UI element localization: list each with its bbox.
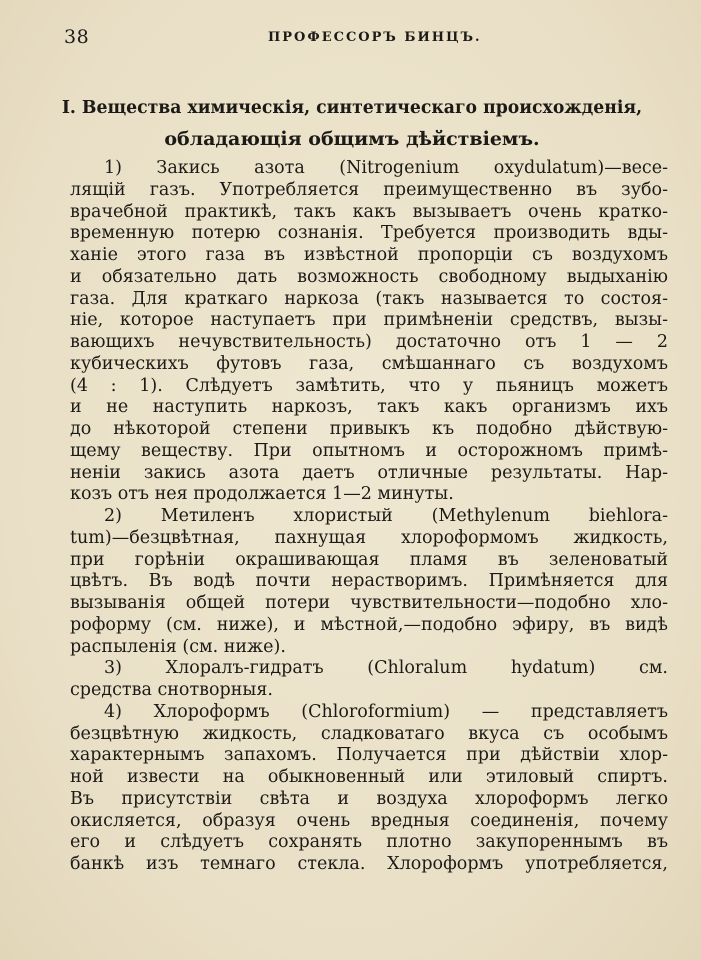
text-line: вающихъ нечувствительность) достаточно отъ 1 — 2 — [70, 332, 668, 352]
text-line: неніи закись азота даетъ отличные результаты. Нар- — [70, 462, 668, 483]
text-line: (4 : 1). Слѣдуетъ замѣтить, что у пьяницъ можетъ — [70, 375, 668, 396]
page-header — [64, 26, 637, 50]
text-line: ханіе этого газа въ извѣстной пропорціи съ воздухомъ — [70, 245, 668, 265]
text-line: лящій газъ. Употребляется преимущественно въ зубо- — [70, 179, 668, 200]
text-line: распыленія (см. ниже). — [70, 636, 286, 657]
text-line: при горѣніи окрашивающая пламя въ зеленоватый — [70, 549, 668, 570]
section-title — [60, 93, 644, 155]
text-line: характернымъ запахомъ. Получается при дѣйствіи хлор- — [70, 745, 668, 766]
text-line: его и слѣдуетъ сохранять плотно закупореннымъ въ — [70, 832, 668, 853]
text-line: газа. Для краткаго наркоза (такъ называется то состоя- — [70, 288, 668, 309]
text-line: средства снотворныя. — [70, 680, 273, 700]
text-line: 2) Метиленъ хлористый (Methylenum biehlora- — [104, 506, 668, 526]
text-line: 1) Закись азота (Nitrogenium oxydulatum)—весе- — [104, 158, 668, 178]
text-line: роформу (см. ниже), и мѣстной,—подобно эфиру, въ видѣ — [70, 614, 668, 635]
text-line: временную потерю сознанія. Требуется производить вды- — [70, 223, 668, 244]
section-title-line: I. Вещества химическія, синтетическаго происхожденія, — [61, 98, 643, 118]
text-line: ніе, которое наступаетъ при примѣненіи средствъ, вызы- — [70, 310, 668, 331]
section-title-line: обладающія общимъ дѣйствіемъ. — [164, 128, 540, 150]
text-line: козъ отъ нея продолжается 1—2 минуты. — [70, 484, 454, 505]
text-line: банкѣ изъ темнаго стекла. Хлороформъ употребляется, — [70, 854, 668, 874]
text-line: Въ присутствіи свѣта и воздуха хлороформъ легко — [70, 788, 668, 809]
text-line: ной извести на обыкновенный или этиловый спиртъ. — [70, 767, 668, 787]
text-line: и обязательно дать возможность свободному выдыханію — [70, 266, 668, 287]
text-line: кубическихъ футовъ газа, смѣшаннаго съ воздухомъ — [70, 353, 668, 374]
text-line: цвѣтъ. Въ водѣ почти нерастворимъ. Примѣняется для — [70, 571, 668, 592]
text-line: 4) Хлороформъ (Chloroformium) — представляетъ — [104, 701, 668, 722]
text-line: до нѣкоторой степени привыкъ къ подобно дѣйствую- — [70, 419, 668, 439]
text-line: 3) Хлоралъ-гидратъ (Chloralum hydatum) см. — [104, 658, 668, 679]
text-line: безцвѣтную жидкость, сладковатаго вкуса съ особымъ — [70, 723, 668, 744]
page-number: 38 — [64, 26, 90, 48]
text-line: вызыванія общей потери чувствительности—подобно хло- — [70, 593, 668, 613]
text-line: tum)—безцвѣтная, пахнущая хлороформомъ жидкость, — [70, 527, 668, 548]
text-line: щему веществу. При опытномъ и осторожномъ примѣ- — [70, 440, 668, 461]
body-text — [70, 158, 668, 876]
running-head: ПРОФЕССОРЪ БИНЦЪ. — [268, 30, 482, 45]
text-line: и не наступить наркозъ, такъ какъ организмъ ихъ — [70, 397, 668, 418]
text-line: окисляется, образуя очень вредныя соединенія, почему — [70, 810, 668, 831]
text-line: врачебной практикѣ, такъ какъ вызываетъ очень кратко- — [70, 201, 668, 222]
